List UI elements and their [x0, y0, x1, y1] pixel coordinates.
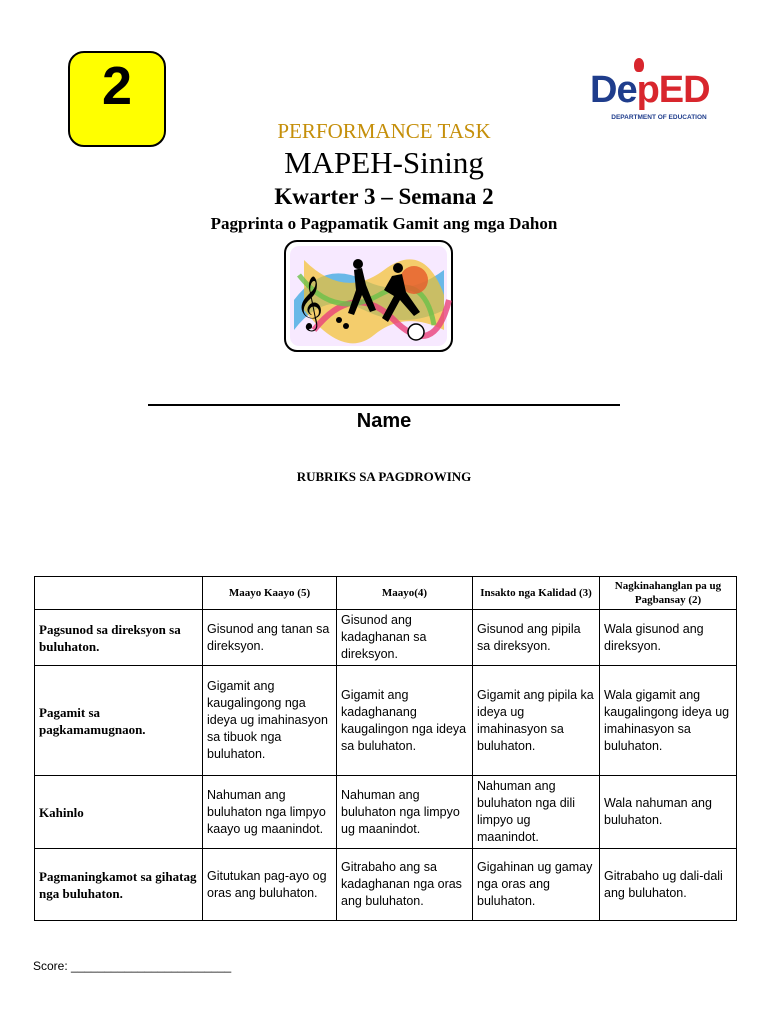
table-cell: Gisunod ang kadaghanan sa direksyon.	[337, 610, 473, 666]
logo-word-red: pED	[636, 69, 710, 111]
table-cell: Nahuman ang buluhaton nga limpyo kaayo ug maanindot.	[203, 776, 337, 849]
criterion-cell: Pagamit sa pagkamamugnaon.	[35, 666, 203, 776]
logo-subtitle: DEPARTMENT OF EDUCATION	[611, 114, 707, 121]
table-cell: Gigamit ang kadaghanang kaugalingon nga ideya sa buluhaton.	[337, 666, 473, 776]
score-field: Score: ________________________	[33, 959, 232, 973]
table-cell: Gigahinan ug gamay nga oras ang buluhaton.	[473, 849, 600, 921]
header-cell: Nagkinahanglan pa ug Pagbansay (2)	[600, 577, 737, 610]
header-cell: Maayo Kaayo (5)	[203, 577, 337, 610]
name-line	[148, 404, 620, 406]
criterion-cell: Pagmaningkamot sa gihatag nga buluhaton.	[35, 849, 203, 921]
table-cell: Gigamit ang kaugalingong nga ideya ug imahinasyon sa tibuok nga buluhaton.	[203, 666, 337, 776]
table-cell: Gitutukan pag-ayo og oras ang buluhaton.	[203, 849, 337, 921]
table-row	[35, 776, 737, 849]
lesson-heading: Pagprinta o Pagpamatik Gamit ang mga Dahon	[210, 214, 558, 233]
table-cell: Nahuman ang buluhaton nga limpyo ug maanindot.	[337, 776, 473, 849]
table-cell: Gigamit ang pipila ka ideya ug imahinasyon sa buluhaton.	[473, 666, 600, 776]
table-cell: Gitrabaho ug dali-dali ang buluhaton.	[600, 849, 737, 921]
table-row	[35, 849, 737, 921]
header-cell: Maayo(4)	[337, 577, 473, 610]
rubric-title: RUBRIKS SA PAGDROWING	[296, 469, 472, 484]
table-cell: Gisunod ang tanan sa direksyon.	[203, 610, 337, 666]
table-cell: Wala gigamit ang kaugalingong ideya ug imahinasyon sa buluhaton.	[600, 666, 737, 776]
grade-number: 2	[101, 56, 133, 116]
table-cell: Wala gisunod ang direksyon.	[600, 610, 737, 666]
table-cell: Nahuman ang buluhaton nga dili limpyo ug maanindot.	[473, 776, 600, 849]
task-heading: PERFORMANCE TASK	[277, 119, 491, 143]
table-cell: Wala nahuman ang buluhaton.	[600, 776, 737, 849]
criterion-cell: Kahinlo	[35, 776, 203, 849]
svg-text:𝄞: 𝄞	[296, 275, 324, 329]
header-cell	[35, 577, 203, 610]
criterion-cell: Pagsunod sa direksyon sa buluhaton.	[35, 610, 203, 666]
table-cell: Gisunod ang pipila sa direksyon.	[473, 610, 600, 666]
table-row	[35, 610, 737, 666]
quarter-heading: Kwarter 3 – Semana 2	[274, 184, 494, 209]
name-label: Name	[356, 410, 412, 432]
arts-banner-image	[284, 240, 453, 352]
table-cell: Gitrabaho ang sa kadaghanan nga oras ang buluhaton.	[337, 849, 473, 921]
page-title: MAPEH-Sining	[284, 145, 484, 180]
table-row	[35, 666, 737, 776]
table-header-row	[35, 577, 737, 610]
rubric-table	[34, 576, 737, 921]
logo-word-blue: De	[590, 69, 637, 111]
header-cell: Insakto nga Kalidad (3)	[473, 577, 600, 610]
